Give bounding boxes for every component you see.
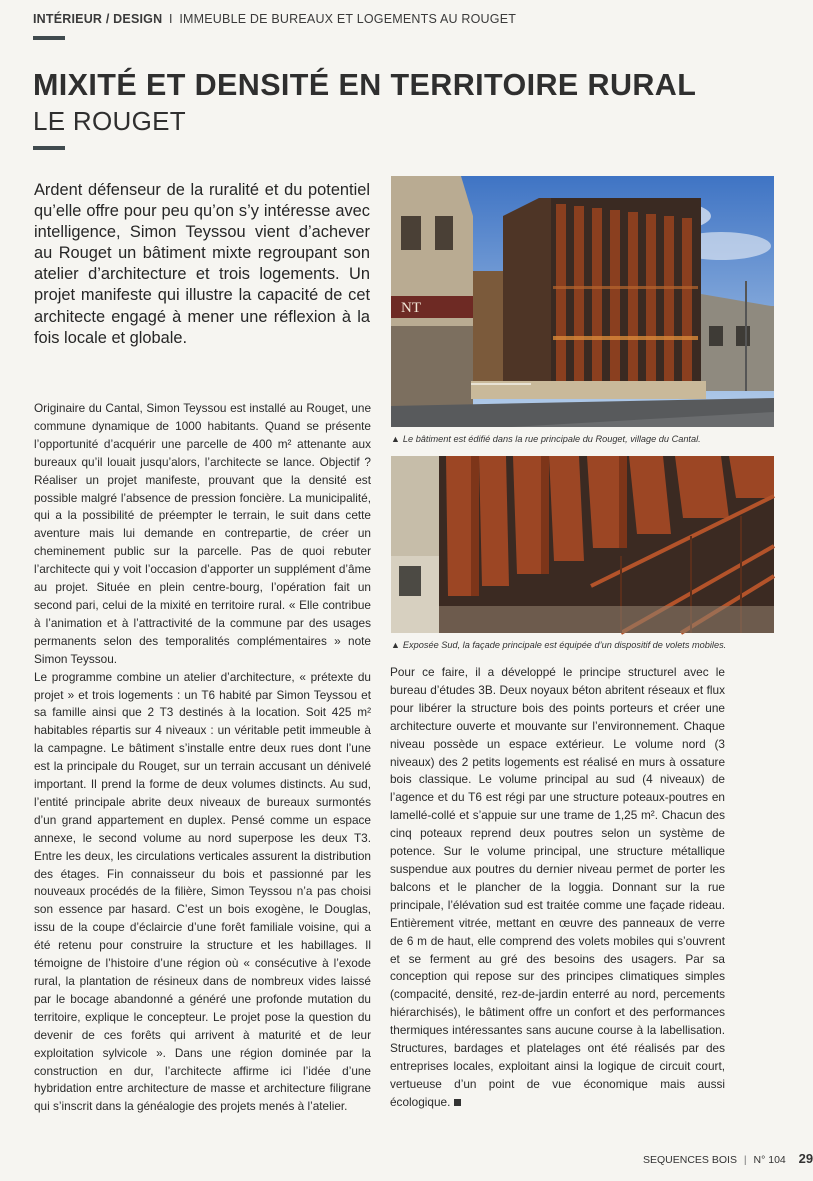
rubric-separator: I — [169, 12, 173, 26]
page-number: 29 — [798, 1151, 813, 1166]
section-rubric — [33, 12, 516, 26]
body-paragraph — [390, 664, 725, 1112]
body-column-1 — [34, 400, 371, 1116]
article-subtitle: LE ROUGET — [33, 106, 186, 136]
photo-caption-2 — [391, 640, 726, 650]
caption-text: Le bâtiment est édifié dans la rue principale du Rouget, village du Cantal. — [402, 434, 701, 444]
body-column-2 — [390, 664, 725, 1112]
caption-text: Exposée Sud, la façade principale est équipée d’un dispositif de volets mobiles. — [402, 640, 727, 650]
page-footer — [643, 1151, 813, 1166]
caption-triangle-icon: ▲ — [391, 640, 400, 650]
shutters-photo — [391, 456, 774, 633]
body-text: Pour ce faire, il a développé le principe structurel avec le bureau d’études 3B. Deux noyaux béton abritent réseaux et flux pour libérer la structure bois des points porteurs et créer une architecture ouverte et mouvante sur l’environnement. Chaque niveau possède un espace extérieur. Le volume nord (3 niveaux) des 2 petits logements est réalisé en murs à ossature bois classique. Le volume principal au sud (4 niveaux) de l’agence et du T6 est régi par une structure poteaux-poutres en lamellé-collé et s’appuie sur une trame de 1,25 m². Chacun des cinq poteaux reprend deux poutres selon un système de potence. Sur le volume principal, une structure métallique suspendue aux poutres du dernier niveau permet de porter les balcons et le plancher de la loggia. Donnant sur la rue principale, l’élévation sud est traitée comme une façade rideau. Entièrement vitrée, mettant en œuvre des panneaux de verre de 6 m de haut, elle comprend des volets mobiles qui s’ouvrent et se ferment au gré des besoins des usagers. Par sa conception qui repose sur des principes climatiques simples (compacité, densité, rez-de-jardin enterré au nord, percements hiérarchisés), le bâtiment offre un confort et des performances thermiques intéressantes sans aucune course à la labellisation. Structures, bardages et platelages ont été réalisés par des entreprises locales, exploitant ainsi la logique de circuit court, vertueuse d’un point de vue économique mais aussi écologique. — [390, 665, 725, 1109]
end-mark-icon — [454, 1099, 461, 1106]
topic-label: IMMEUBLE DE BUREAUX ET LOGEMENTS AU ROUGET — [179, 12, 517, 26]
issue-number: N° 104 — [753, 1154, 786, 1166]
building-illustration — [391, 176, 774, 427]
body-paragraph: Originaire du Cantal, Simon Teyssou est installé au Rouget, une commune dynamique de 1000 habitants. Quand se présente l’opportunité d’acquérir une parcelle de 400 m² attenante aux bureaux qu’il louait jusqu’alors, l’architecte se lance. Objectif ? Réaliser un projet manifeste, prouvant que la densité est possible malgré l’absence de pression foncière. La municipalité, qui a la possibilité de préempter le terrain, le suit dans cette aventure mais lui demande en contrepartie, de créer un cheminement public sur la parcelle. Pas de quoi rebuter l’architecte qui y voit l’occasion d’apporter un supplément d’âme au projet. Située en plein centre-bourg, l’opération fait un second pari, celui de la mixité en territoire rural. « Elle contribue à l’animation et à l’attractivité de la commune par des usages permanents selon des temporalités complémentaires » note Simon Teyssou. — [34, 401, 371, 666]
photo-caption-1 — [391, 434, 701, 444]
building-photo — [391, 176, 774, 427]
shutters-illustration — [391, 456, 774, 633]
footer-divider: | — [743, 1154, 747, 1166]
article-title: MIXITÉ ET DENSITÉ EN TERRITOIRE RURAL — [33, 68, 697, 102]
header-rule — [33, 36, 65, 40]
body-paragraph: Le programme combine un atelier d’architecture, « prétexte du projet » et trois logements : un T6 habité par Simon Teyssou et sa famille ainsi que 2 T3 destinés à la location. Soit 425 m² habitables répartis sur 4 niveaux : un véritable petit immeuble à la campagne. Le bâtiment s’installe entre deux rues dont l’une est la principale du Rouget, sur un terrain accusant un dénivelé important. Il prend la forme de deux volumes distincts. Au sud, l’entité principale abrite deux niveaux de bureaux surmontés d’un grand appartement en duplex. Pensé comme un espace annexe, le second volume au nord superpose les deux T3. Entre les deux, les circulations verticales assurent la distribution des étages. Fin connaisseur du bois et passionné par les nouveaux procédés de la filière, Simon Teyssou n’a pas choisi son essence par hasard. C’est un bois exogène, le Douglas, issu de la coupe d’éclaircie d’une forêt familiale voisine, qui a été retenu pour construire la structure et les habillages. Il témoigne de l’histoire d’une région où « consécutive à l’exode rural, la plantation de résineux dans de nombreux vides laissé par le bocage abandonné a généré une profonde mutation du territoire, explique le concepteur. Le projet pose la question du devenir de ces forêts qui arrivent à maturité et de leur exploitation sylvicole ». Dans une région dominée par la construction en dur, l’architecte affirme ici l’idée d’une hybridation entre architecture de masse et architecture filigrane qui s’inscrit dans la généalogie des projets menés à l’atelier. — [34, 669, 371, 1114]
caption-triangle-icon: ▲ — [391, 434, 400, 444]
section-label: INTÉRIEUR / DESIGN — [33, 12, 163, 26]
shop-sign: NT — [401, 300, 421, 316]
title-rule — [33, 146, 65, 150]
lead-paragraph: Ardent défenseur de la ruralité et du potentiel qu’elle offre pour peu qu’on s’y intéresse avec intelligence, Simon Teyssou vient d’achever au Rouget un bâtiment mixte regroupant son atelier d’architecture et trois logements. Un projet manifeste qui illustre la capacité de cet architecte engagé à mener une réflexion à la fois locale et globale. — [34, 181, 370, 347]
magazine-name: SEQUENCES BOIS — [643, 1154, 737, 1166]
